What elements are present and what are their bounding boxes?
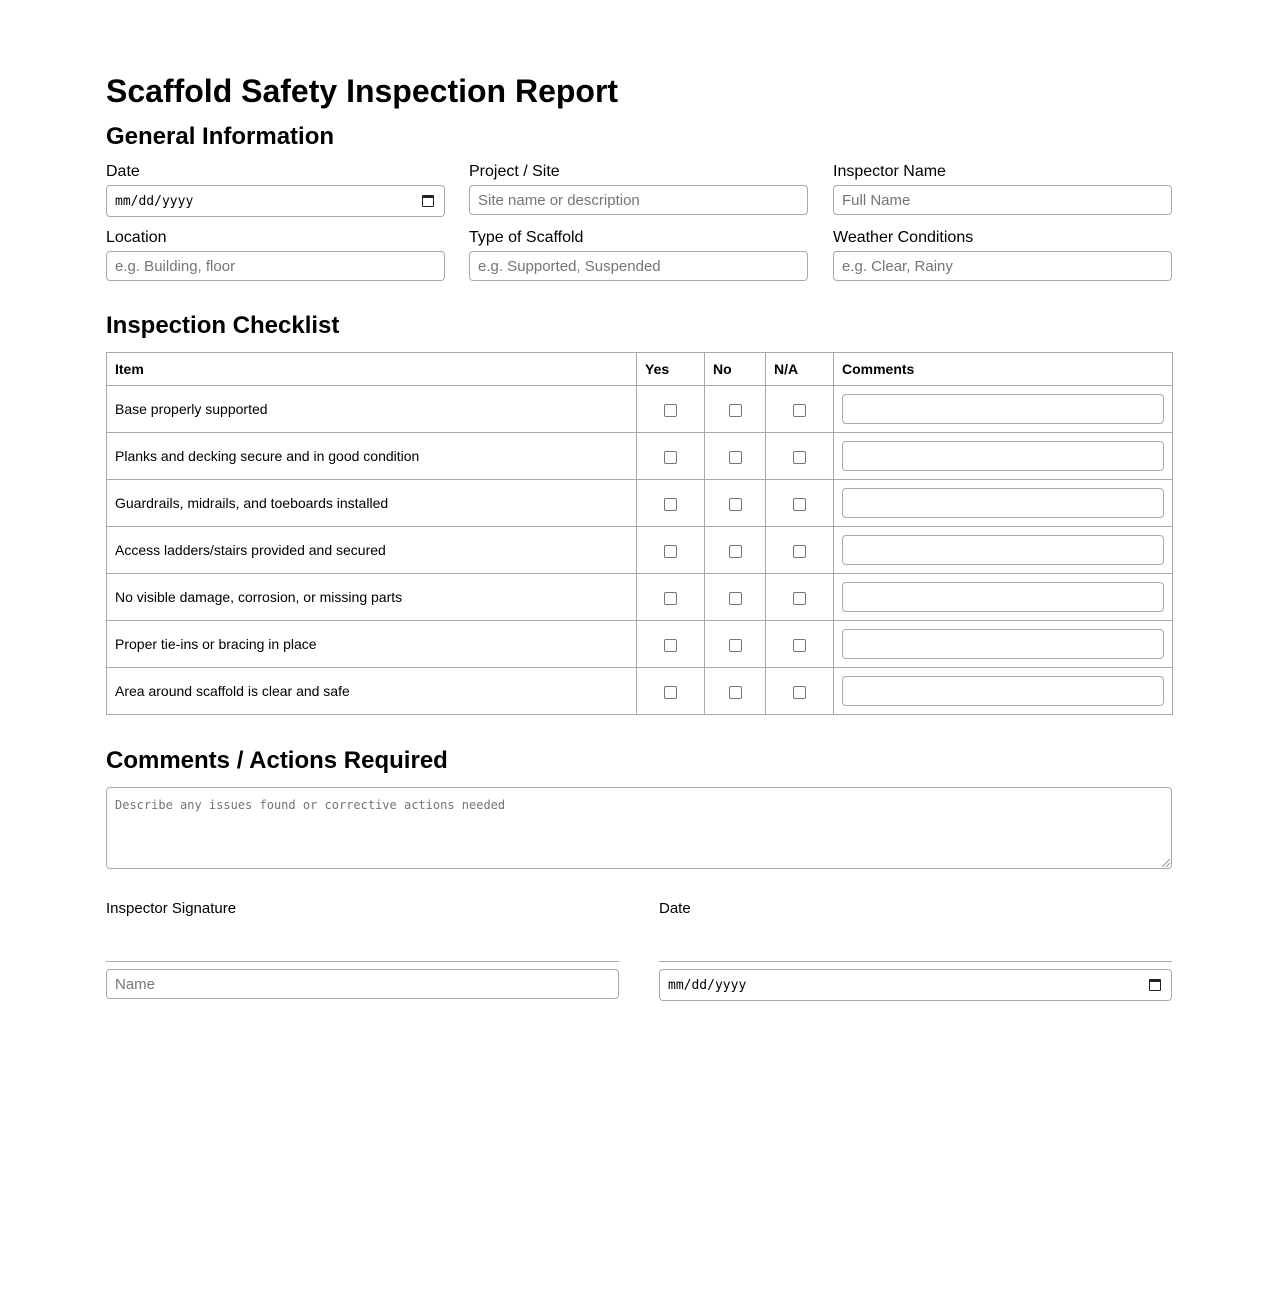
- actions-textarea-placeholder: Describe any issues found or corrective actions needed: [115, 798, 506, 812]
- location-label: Location: [106, 229, 167, 246]
- location-field-group: [106, 229, 445, 281]
- calendar-icon[interactable]: [422, 195, 434, 207]
- table-row: [107, 433, 1173, 480]
- checklist-item-label: Access ladders/stairs provided and secured: [107, 527, 637, 574]
- na-checkbox[interactable]: [793, 545, 806, 558]
- no-checkbox[interactable]: [729, 639, 742, 652]
- project-site-field-group: [469, 163, 808, 215]
- table-row: [107, 621, 1173, 668]
- na-checkbox[interactable]: [793, 686, 806, 699]
- na-checkbox[interactable]: [793, 498, 806, 511]
- project-site-input[interactable]: [469, 185, 808, 215]
- no-checkbox[interactable]: [729, 545, 742, 558]
- table-row: [107, 386, 1173, 433]
- actions-textarea[interactable]: [106, 787, 1172, 869]
- no-checkbox[interactable]: [729, 451, 742, 464]
- na-checkbox[interactable]: [793, 592, 806, 605]
- column-header-na: N/A: [766, 353, 834, 386]
- signature-name-input[interactable]: [106, 969, 619, 999]
- comment-input[interactable]: [842, 582, 1164, 612]
- inspector-name-input[interactable]: [833, 185, 1172, 215]
- signature-date-label: Date: [659, 900, 691, 917]
- checklist-item-label: Guardrails, midrails, and toeboards installed: [107, 480, 637, 527]
- inspector-name-field-group: [833, 163, 1172, 215]
- table-row: [107, 668, 1173, 715]
- na-checkbox[interactable]: [793, 404, 806, 417]
- comment-input[interactable]: [842, 394, 1164, 424]
- resize-handle-icon[interactable]: [1162, 859, 1170, 867]
- no-checkbox[interactable]: [729, 592, 742, 605]
- yes-checkbox[interactable]: [664, 592, 677, 605]
- checklist-item-label: Area around scaffold is clear and safe: [107, 668, 637, 715]
- scaffold-type-field-group: [469, 229, 808, 281]
- table-row: [107, 480, 1173, 527]
- scaffold-type-input[interactable]: [469, 251, 808, 281]
- yes-checkbox[interactable]: [664, 545, 677, 558]
- weather-field-group: [833, 229, 1172, 281]
- signature-section: [106, 900, 619, 918]
- table-row: [107, 527, 1173, 574]
- inspection-checklist-table: [106, 352, 1173, 715]
- date-label: Date: [106, 163, 140, 180]
- comment-input[interactable]: [842, 676, 1164, 706]
- yes-checkbox[interactable]: [664, 451, 677, 464]
- yes-checkbox[interactable]: [664, 639, 677, 652]
- comment-input[interactable]: [842, 535, 1164, 565]
- signature-date-section: [659, 900, 1172, 993]
- project-site-label: Project / Site: [469, 163, 560, 180]
- yes-checkbox[interactable]: [664, 404, 677, 417]
- column-header-comments: Comments: [834, 353, 1173, 386]
- signature-line[interactable]: [106, 961, 619, 962]
- comment-input[interactable]: [842, 488, 1164, 518]
- signature-date-input[interactable]: [659, 969, 1172, 1001]
- no-checkbox[interactable]: [729, 686, 742, 699]
- date-input-value: mm/dd/yyyy: [115, 193, 194, 209]
- checklist-item-label: No visible damage, corrosion, or missing parts: [107, 574, 637, 621]
- column-header-item: Item: [107, 353, 637, 386]
- actions-heading: Comments / Actions Required: [106, 747, 448, 774]
- checklist-item-label: Base properly supported: [107, 386, 637, 433]
- comment-input[interactable]: [842, 441, 1164, 471]
- signature-date-value: mm/dd/yyyy: [668, 977, 747, 993]
- no-checkbox[interactable]: [729, 498, 742, 511]
- calendar-icon[interactable]: [1149, 979, 1161, 991]
- inspector-name-label: Inspector Name: [833, 163, 946, 180]
- checklist-item-label: Planks and decking secure and in good condition: [107, 433, 637, 480]
- no-checkbox[interactable]: [729, 404, 742, 417]
- general-info-heading: General Information: [106, 123, 335, 150]
- location-input[interactable]: [106, 251, 445, 281]
- yes-checkbox[interactable]: [664, 498, 677, 511]
- signature-date-line: [659, 961, 1172, 962]
- signature-label: Inspector Signature: [106, 900, 237, 917]
- weather-label: Weather Conditions: [833, 229, 974, 246]
- na-checkbox[interactable]: [793, 639, 806, 652]
- scaffold-type-label: Type of Scaffold: [469, 229, 584, 246]
- table-header-row: [107, 353, 1173, 386]
- weather-input[interactable]: [833, 251, 1172, 281]
- yes-checkbox[interactable]: [664, 686, 677, 699]
- column-header-yes: Yes: [637, 353, 705, 386]
- checklist-heading: Inspection Checklist: [106, 312, 340, 339]
- date-field-group: [106, 163, 445, 217]
- comment-input[interactable]: [842, 629, 1164, 659]
- na-checkbox[interactable]: [793, 451, 806, 464]
- date-input[interactable]: [106, 185, 445, 217]
- page-title: Scaffold Safety Inspection Report: [106, 73, 619, 109]
- table-row: [107, 574, 1173, 621]
- checklist-item-label: Proper tie-ins or bracing in place: [107, 621, 637, 668]
- column-header-no: No: [705, 353, 766, 386]
